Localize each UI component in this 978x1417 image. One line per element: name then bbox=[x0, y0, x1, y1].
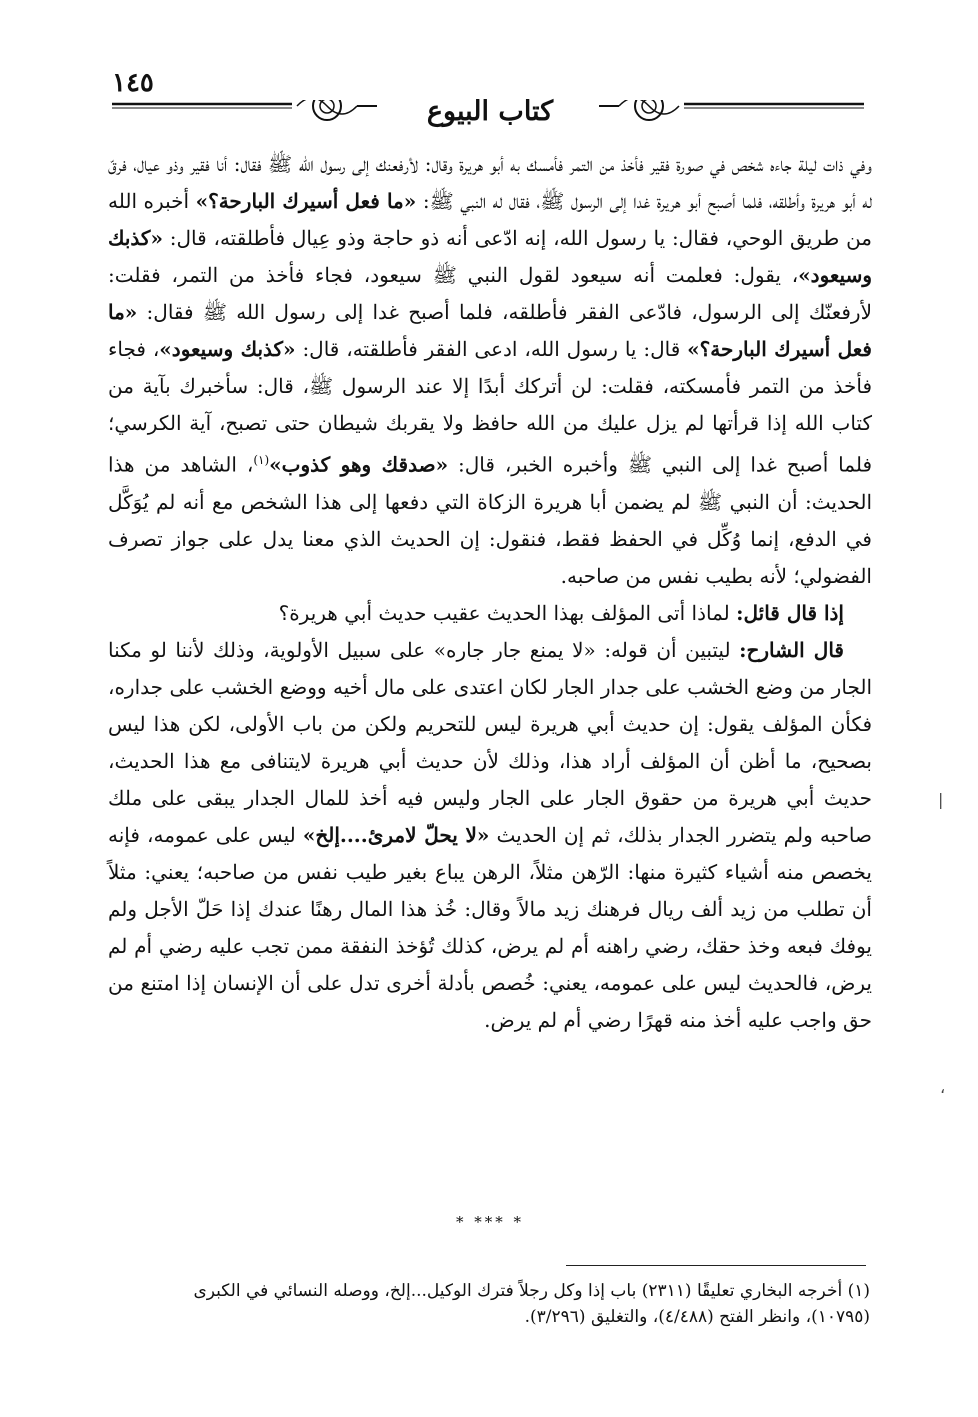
footnote-line: (١٠٧٩٥)، وانظر الفتح (٤/٤٨٨)، والتغليق (٣/٢٩٦). bbox=[524, 1307, 870, 1327]
paragraph-answer: قال الشارح: ليتبين أن قوله: «لا يمنع جار جاره» على سبيل الأولوية، وذلك لأننا لو مكنا الجار من وضع الخشب على جدار الجار لكان اعتدى على مال أخيه ووضع الخشب على جداره، فكأن المؤلف يقول: إن حديث أبي هريرة ليس للتحريم ولكن من باب الأولى، لكن هذا ليس بصحيح، ما أظن أن المؤلف أراد هذا، وذلك لأن حديث أبي هريرة لايتنافى مع هذا الحديث، حديث أبي هريرة من حقوق الجار على الجار وليس فيه أخذ للمال الجدار يبقى على ملك صاحبه ولم يتضرر الجدار بذلك، ثم إن الحديث «لا يحلّ لامرئ....إلخ» ليس على عمومه، فإنه يخصص منه أشياء كثيرة منها: الرّهن مثلاً، الرهن يباع بغير طيب نفس من صاحبه؛ يعني: مثلاً أن تطلب من زيد ألف ريال فرهنك زيد مالاً وقال: خُذ هذا المال رهنًا عندك إذا حَلّ الأجل ولم يوفك فبعه وخذ حقك، رضي راهنه أم لم يرض، كذلك تُؤخذ النفقة ممن تجب عليه رضي أم لم يرض، فالحديث ليس على عمومه، يعني: خُصص بأدلة أخرى تدل على أن الإنسان إذا امتنع من حق واجب عليه أخذ منه قهرًا رضي أم لم يرض. bbox=[108, 637, 873, 1032]
hadith-quote: «لا يحلّ لامرئ....إلخ» bbox=[302, 822, 490, 847]
footnote-line: (١) أخرجه البخاري تعليقًا (٢٣١١) باب إذا وكل رجلاً فترك الوكيل...إلخ، ووصله النسائي في الكبرى bbox=[193, 1281, 870, 1301]
hadith-quote: «كذبك وسيعود» bbox=[108, 226, 872, 287]
paragraph-story: وفي ذات ليلة جاءه شخص في صورة فقير فأخذ من التمر فأمسك به أبو هريرة وقال: لأرفعنك إلى رسول الله ﷺ فقال: أنا فقير وذو عيال، فرقّ له أبو هريرة وأطلقه، فلما أصبح أبو هريرة غدا إلى الرسول ﷺ، فقال له النبي ﷺ: «ما فعل أسيرك البارحة؟» أخبره الله من طريق الوحي، فقال: يا رسول الله، إنه ادّعى أنه ذو حاجة وذو عِيال فأطلقته، قال: «كذبك وسيعود»، يقول: فعلمت أنه سيعود لقول النبي ﷺ سيعود، فجاء فأخذ من التمر، فقلت: لأرفعنّك إلى الرسول، فادّعى الفقر فأطلقه، فلما أصبح غدا إلى رسول الله ﷺ فقال: «ما فعل أسيرك البارحة؟» قال: يا رسول الله، ادعى الفقر فأطلقته، قال: «كذبك وسيعود»، فجاء فأخذ من التمر فأمسكته، فقلت: لن أتركك أبدًا إلا عند الرسول ﷺ، قال: سأخبرك بآية من كتاب الله إذا قرأتها لم يزل عليك من الله حافظ ولا يقربك شيطان حتى تصبح، آية الكرسي؛ فلما أصبح غدا إلى النبي ﷺ وأخبره الخبر، قال: «صدقك وهو كذوب»$^{(١)}$، الشاهد من هذا الحديث: أن النبي ﷺ لم يضمن أبا هريرة الزكاة التي دفعها إلى هذا الشخص مع أنه لم يُوَكَّل في الدفع، إنما وُكِّل في الحفظ فقط، فنقول: إن الحديث الذي معنا يدل على جواز تصرف الفضولي؛ لأنه بطيب نفس من صاحبه. bbox=[108, 152, 873, 588]
margin-mark: ، bbox=[940, 1078, 946, 1097]
footnote-ref[interactable]: (١) bbox=[253, 453, 270, 467]
hadith-quote: «كذبك وسيعود» bbox=[159, 337, 296, 361]
answer-label: قال الشارح: bbox=[739, 637, 844, 662]
hadith-quote: «ما فعل أسيرك البارحة؟» bbox=[195, 189, 417, 213]
page-number: ١٤٥ bbox=[112, 68, 154, 98]
left-flourish-icon bbox=[297, 100, 377, 120]
running-title: كتاب البيوع bbox=[426, 96, 554, 127]
margin-mark: | bbox=[938, 790, 944, 809]
section-separator: * *** * bbox=[455, 1213, 525, 1231]
hadith-quote: «ما فعل أسيرك البارحة؟» bbox=[108, 300, 872, 361]
footnotes bbox=[106, 1278, 870, 1330]
main-text bbox=[108, 146, 872, 1039]
paragraph-question: إذا قال قائل: لماذا أتى المؤلف بهذا الحديث عقيب حديث أبي هريرة؟ bbox=[278, 600, 844, 625]
footnote-divider bbox=[566, 1265, 866, 1266]
question-label: إذا قال قائل: bbox=[736, 600, 844, 625]
right-flourish-icon bbox=[599, 100, 679, 120]
hadith-quote: «صدقك وهو كذوب» bbox=[269, 452, 449, 477]
